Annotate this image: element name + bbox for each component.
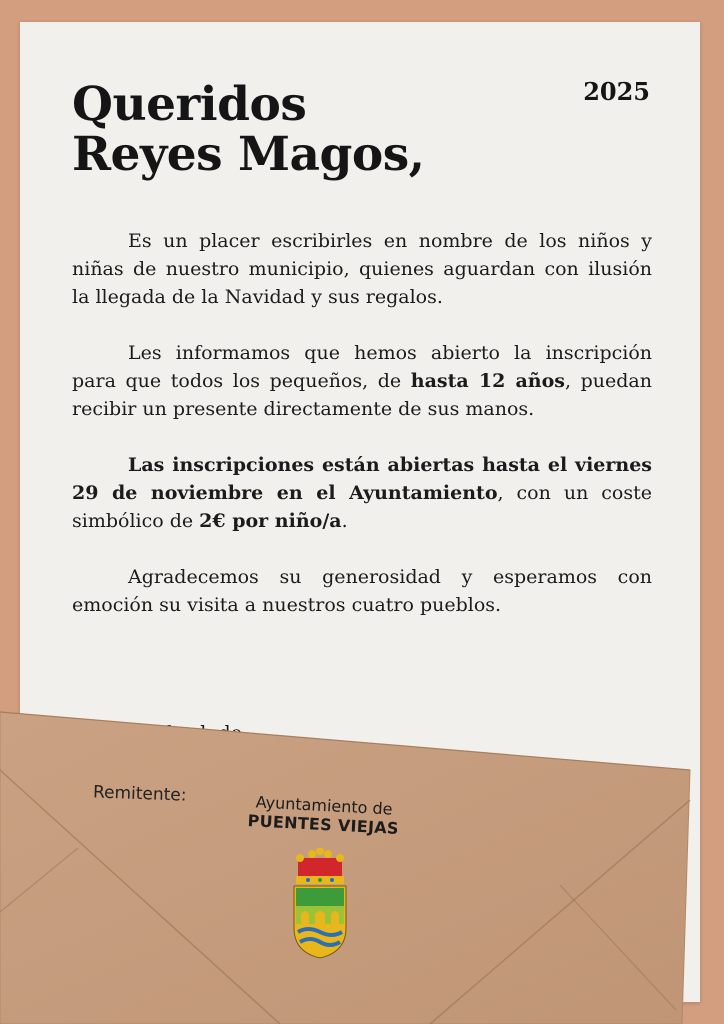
title-line-2: Reyes Magos, (72, 127, 425, 182)
sender-label: Remitente: (92, 782, 187, 806)
title-line-1: Queridos (72, 77, 307, 132)
paragraph-2-text-end: , puedan recibir un presente directamente de sus manos. (72, 370, 652, 420)
paragraph-3-end: . (341, 510, 348, 532)
coat-of-arms-icon (288, 848, 352, 960)
paragraph-2-text: Les informamos que hemos abierto la inscripción para que todos los pequeños, de (72, 342, 652, 392)
organization-name (247, 792, 400, 838)
age-limit: hasta 12 años (410, 370, 565, 392)
org-line-1: Ayuntamiento de (255, 792, 393, 819)
paragraph-4: Agradecemos su generosidad y esperamos con emoción su visita a nuestros cuatro pueblos. (72, 566, 652, 616)
paragraph-3-text: , con un coste simbólico de (72, 482, 652, 532)
paragraph-1: Es un placer escribirles en nombre de los niños y niñas de nuestro municipio, quienes aguardan con ilusión la llegada de la Navidad y sus regalos. (72, 230, 652, 308)
org-line-2: PUENTES VIEJAS (247, 811, 400, 838)
year-label: 2025 (583, 77, 650, 106)
deadline-text: Las inscripciones están abiertas hasta el viernes 29 de noviembre en el Ayuntamiento (72, 454, 652, 504)
price-text: 2€ por niño/a (199, 510, 342, 532)
